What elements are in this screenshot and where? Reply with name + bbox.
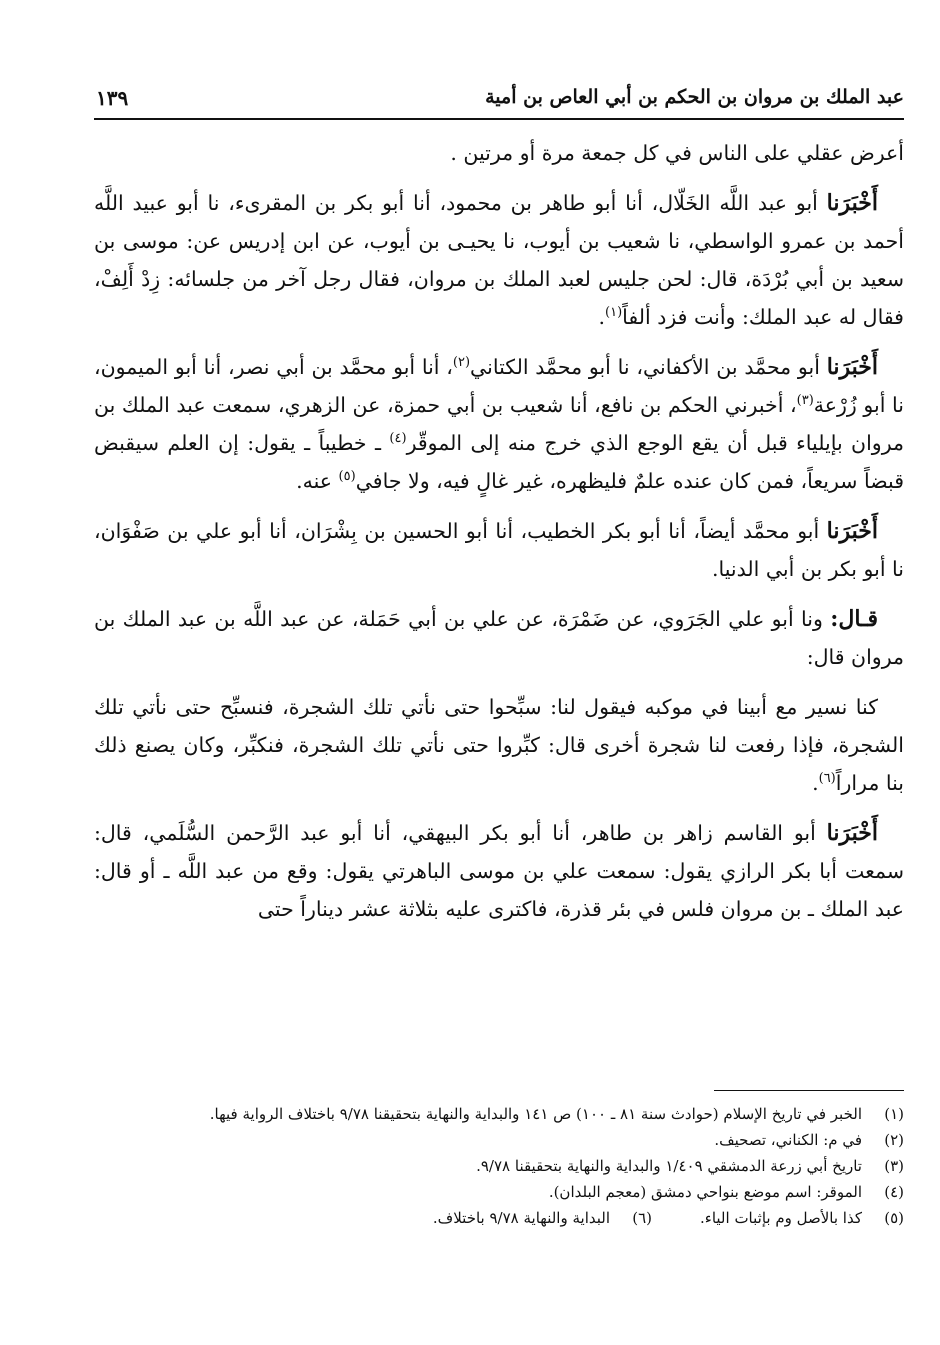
paragraph-text: أبو عبد اللَّه الخَلّال، أنا أبو طاهر بن محمود، أنا أبو بكر بن المقرىء، نا أبو عبيد اللَّه أحمد بن عمرو الواسطي، نا شعيب بن أيوب، نا يحيـى بن أيوب، عن ابن إدريس عن: موسى بن سعيد بن أبي بُرْدَة، قال: لحن جليس لعبد الملك بن مروان، فقال رجل آخر من جلسائه: زِدْ أَلِفْ، فقال له عبد الملك: وأنت فزد ألفاً [94,191,904,329]
narration-lead-word: أَخْبَرَنا [826,354,879,380]
footnote-number: (٥) [884,1209,904,1227]
paragraph-tail: ، أنا أبو محمَّد بن أبي نصر، أنا أبو الميمون، نا أبو زُرْعة [94,355,904,417]
footnote-number: (٤) [884,1183,904,1201]
footnote-divider [714,1090,904,1091]
narration-lead-word: أَخْبَرَنا [826,820,878,846]
narration-lead-word: قـال: [830,606,878,632]
paragraph-text: ونا أبو علي الجَرَوي، عن ضَمْرَة، عن علي بن أبي حَمَلة، عن عبد اللَّه بن عبد الملك بن مروان قال: [94,607,904,669]
paragraph-tail: ، أخبرني الحكم بن نافع، أنا شعيب بن أبي حمزة، عن الزهري، سمعت عبد الملك بن مروان بإيلياء قبل أن يقع الوجع الذي خرج منه إلى الموقّر [94,393,904,455]
narration-lead-word: أَخْبَرَنا [826,518,878,544]
paragraph-continuation [94,134,904,172]
page-header [94,78,904,120]
footnote-text: تاريخ أبي زرعة الدمشقي ١/٤٠٩ والبداية والنهاية بتحقيقنا ٩/٧٨. [476,1157,862,1175]
running-title: عبد الملك بن مروان بن الحكم بن أبي العاص بن أمية [485,86,904,108]
narration-paragraph [94,600,904,676]
footnote-item [94,1205,904,1231]
footnote-ref-3[interactable]: (٣) [796,393,814,409]
footnote-number: (٣) [884,1157,904,1175]
footnote-item [94,1153,904,1179]
narration-paragraph [94,512,904,588]
footnote-item [94,1127,904,1153]
footnote-text: الخبر في تاريخ الإسلام (حوادث سنة ٨١ ـ ١٠٠) ص ١٤١ والبداية والنهاية بتحقيقنا ٩/٧٨ باختلاف الرواية فيها. [209,1105,862,1123]
book-page [94,78,904,1308]
page-number: ١٣٩ [96,86,129,110]
paragraph-tail: . [812,771,819,795]
paragraph-tail: . [598,305,606,329]
paragraph-text: أبو القاسم زاهر بن طاهر، أنا أبو بكر البيهقي، أنا أبو عبد الرَّحمن السُّلَمي، قال: سمعت أبا بكر الرازي يقول: سمعت علي بن موسى الباهرتي يقول: وقع من عبد اللَّه ـ أو قال: عبد الملك ـ بن مروان فلس في بئر قذرة، فاكترى عليه بثلاثة عشر ديناراً حتى [94,821,904,921]
narration-paragraph [94,814,904,928]
footnotes-section [94,1090,904,1231]
paragraph-text: كنا نسير مع أبينا في موكبه فيقول لنا: سبِّحوا حتى نأتي تلك الشجرة، فنسبِّح حتى نأتي تلك الشجرة، فإذا رفعت لنا شجرة أخرى قال: كبِّروا حتى نأتي تلك الشجرة، فنكبِّر، وكان يصنع ذلك بنا مراراً [94,695,904,795]
paragraph-tail: ـ خطيباً ـ يقول: إن العلم سيقبض قبضاً سريعاً، فمن كان عنده علمٌ فليظهره، غير غالٍ فيه، ولا جافي [94,431,904,493]
footnote-ref-1[interactable]: (١) [605,305,623,321]
footnote-text: البداية والنهاية ٩/٧٨ باختلاف. [432,1209,611,1227]
main-text [94,134,904,928]
narration-paragraph [94,184,904,336]
footnote-text: الموقر: اسم موضع بنواحي دمشق (معجم البلدان). [548,1183,862,1201]
footnote-item [94,1179,904,1205]
paragraph-text: أعرض عقلي على الناس في كل جمعة مرة أو مرتين . [450,141,904,165]
paragraph-text: أبو محمَّد بن الأكفاني، نا أبو محمَّد الكتاني [470,355,827,379]
footnote-list [94,1101,904,1231]
footnote-text: في م: الكناني، تصحيف. [714,1131,862,1149]
quoted-paragraph [94,688,904,802]
footnote-item [94,1101,904,1127]
narration-lead-word: أَخْبَرَنا [826,190,878,216]
footnote-ref-2[interactable]: (٢) [452,355,471,371]
paragraph-text: أبو محمَّد أيضاً، أنا أبو بكر الخطيب، أنا أبو الحسين بن بِشْرَان، أنا أبو علي بن صَفْوَان، نا أبو بكر بن أبي الدنيا. [94,519,904,581]
footnote-text: كذا بالأصل وم بإثبات الياء. [700,1209,862,1227]
footnote-ref-5[interactable]: (٥) [338,469,356,485]
footnote-ref-6[interactable]: (٦) [818,771,836,787]
narration-paragraph [94,348,904,500]
paragraph-tail: عنه. [296,469,339,493]
footnote-number: (٦) [632,1209,653,1227]
footnote-number: (٢) [884,1131,904,1149]
footnote-number: (١) [884,1105,904,1123]
footnote-ref-4[interactable]: (٤) [389,431,407,447]
